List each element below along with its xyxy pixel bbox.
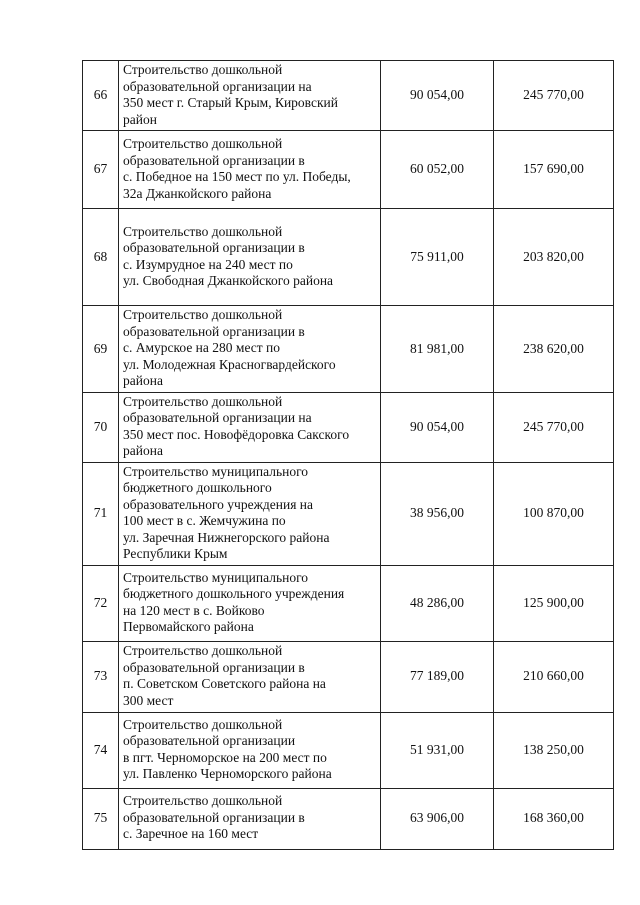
- row-value-2: 100 870,00: [494, 462, 614, 565]
- row-value-2: 245 770,00: [494, 61, 614, 131]
- row-description: Строительство муниципального бюджетного дошкольного образовательного учреждения на 100 мест в с. Жемчужина по ул. Заречная Нижнегорского района Республики Крым: [119, 462, 381, 565]
- row-description: Строительство дошкольной образовательной организации в п. Советском Советского района на 300 мест: [119, 641, 381, 712]
- row-value-2: 245 770,00: [494, 392, 614, 462]
- row-value-1: 38 956,00: [381, 462, 494, 565]
- row-description: Строительство дошкольной образовательной организации в с. Амурское на 280 мест по ул. Молодежная Красногвардейского района: [119, 306, 381, 393]
- row-value-2: 157 690,00: [494, 131, 614, 209]
- row-description: Строительство дошкольной образовательной организации в с. Изумрудное на 240 мест по ул. Свободная Джанкойского района: [119, 209, 381, 306]
- row-value-1: 63 906,00: [381, 788, 494, 849]
- row-value-1: 60 052,00: [381, 131, 494, 209]
- row-description: Строительство дошкольной образовательной организации в с. Заречное на 160 мест: [119, 788, 381, 849]
- row-number: 72: [83, 565, 119, 641]
- row-number: 69: [83, 306, 119, 393]
- table-row: [83, 306, 614, 393]
- table-row: [83, 209, 614, 306]
- row-value-1: 90 054,00: [381, 61, 494, 131]
- row-number: 70: [83, 392, 119, 462]
- table-row: [83, 131, 614, 209]
- row-description: Строительство дошкольной образовательной организации на 350 мест пос. Новофёдоровка Сакского района: [119, 392, 381, 462]
- row-value-1: 51 931,00: [381, 712, 494, 788]
- table-row: [83, 565, 614, 641]
- table-row: [83, 712, 614, 788]
- row-number: 67: [83, 131, 119, 209]
- row-value-1: 90 054,00: [381, 392, 494, 462]
- row-number: 66: [83, 61, 119, 131]
- row-number: 68: [83, 209, 119, 306]
- row-number: 74: [83, 712, 119, 788]
- row-value-2: 210 660,00: [494, 641, 614, 712]
- construction-table: [82, 60, 614, 850]
- row-value-1: 48 286,00: [381, 565, 494, 641]
- row-value-2: 238 620,00: [494, 306, 614, 393]
- row-value-1: 75 911,00: [381, 209, 494, 306]
- table-row: [83, 462, 614, 565]
- row-description: Строительство муниципального бюджетного дошкольного учреждения на 120 мест в с. Войково Первомайского района: [119, 565, 381, 641]
- row-value-2: 125 900,00: [494, 565, 614, 641]
- row-description: Строительство дошкольной образовательной организации на 350 мест г. Старый Крым, Кировский район: [119, 61, 381, 131]
- row-value-2: 203 820,00: [494, 209, 614, 306]
- row-value-1: 81 981,00: [381, 306, 494, 393]
- row-description: Строительство дошкольной образовательной организации в пгт. Черноморское на 200 мест по ул. Павленко Черноморского района: [119, 712, 381, 788]
- table-row: [83, 788, 614, 849]
- table-row: [83, 61, 614, 131]
- row-value-1: 77 189,00: [381, 641, 494, 712]
- row-number: 75: [83, 788, 119, 849]
- row-value-2: 168 360,00: [494, 788, 614, 849]
- table-row: [83, 641, 614, 712]
- row-description: Строительство дошкольной образовательной организации в с. Победное на 150 мест по ул. Победы, 32а Джанкойского района: [119, 131, 381, 209]
- row-number: 73: [83, 641, 119, 712]
- row-value-2: 138 250,00: [494, 712, 614, 788]
- table-row: [83, 392, 614, 462]
- row-number: 71: [83, 462, 119, 565]
